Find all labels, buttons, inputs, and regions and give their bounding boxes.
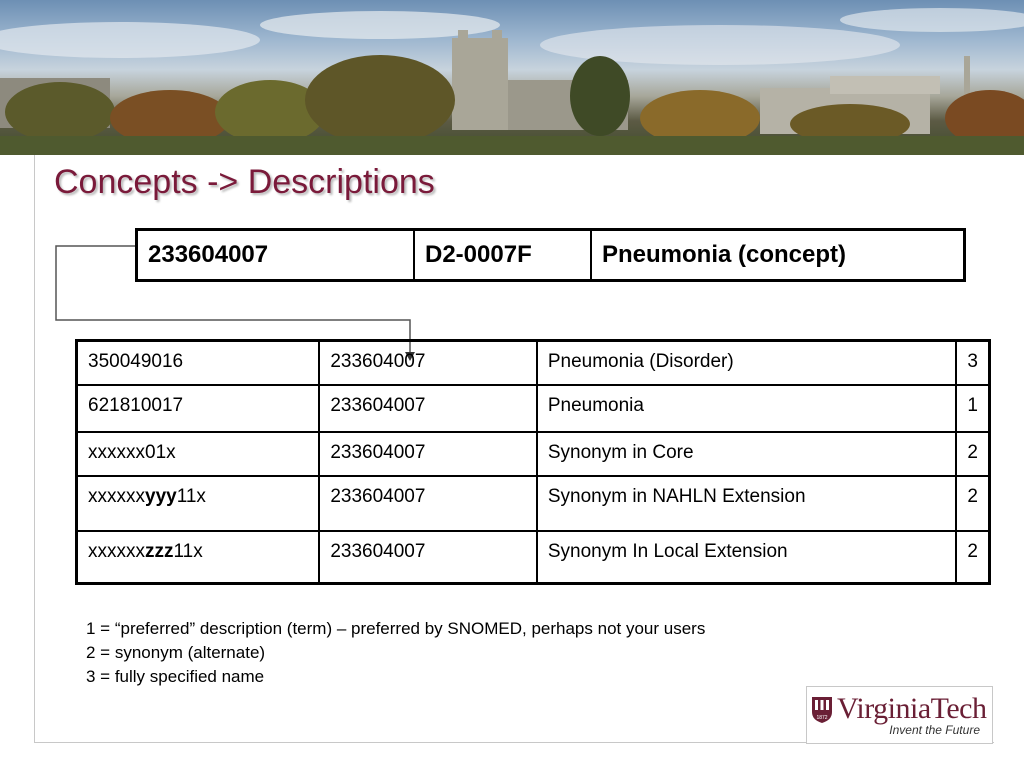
description-row: [77, 385, 990, 432]
shield-year: 1872: [816, 715, 828, 721]
description-concept-id-cell: 233604007: [319, 341, 537, 385]
description-term-cell: Synonym In Local Extension: [537, 531, 957, 584]
description-type-cell: 1: [956, 385, 989, 432]
descriptions-table: [75, 339, 991, 585]
legend-item-fsn: 3 = fully specified name: [86, 667, 265, 686]
description-id-cell: [77, 476, 320, 531]
description-term-cell: Synonym in Core: [537, 432, 957, 476]
description-row: [77, 341, 990, 385]
description-term-cell: Pneumonia: [537, 385, 957, 432]
description-id-suffix: 11x: [176, 485, 206, 507]
virginia-tech-logo: [806, 686, 993, 744]
legend: [86, 617, 705, 689]
description-row: [77, 432, 990, 476]
slide-title: Concepts -> Descriptions: [54, 163, 435, 201]
description-id-suffix: 11x: [173, 540, 203, 562]
legend-item-preferred: 1 = “preferred” description (term) – preferred by SNOMED, perhaps not your users: [86, 619, 706, 638]
description-id-cell: [77, 341, 320, 385]
description-id-prefix: 350049016: [88, 351, 184, 372]
description-id-prefix: 621810017: [88, 394, 184, 416]
description-concept-id-cell: 233604007: [319, 432, 537, 476]
description-row: [77, 531, 990, 584]
description-id-namespace: zzz: [145, 540, 174, 562]
description-term-cell: Synonym in NAHLN Extension: [537, 476, 957, 531]
description-id-cell: [77, 432, 320, 476]
description-id-prefix: xxxxxx: [88, 540, 145, 562]
description-id-prefix: xxxxxx01x: [88, 441, 176, 463]
concept-snomed-rt-cell: D2-0007F: [414, 230, 591, 281]
logo-tagline: Invent the Future: [889, 723, 980, 737]
description-id-cell: [77, 531, 320, 584]
description-id-cell: [77, 385, 320, 432]
description-concept-id-cell: 233604007: [319, 531, 537, 584]
description-concept-id-cell: 233604007: [319, 385, 537, 432]
concept-name-cell: Pneumonia (concept): [591, 230, 965, 281]
description-type-cell: 2: [956, 476, 989, 531]
description-type-cell: 3: [956, 341, 989, 385]
description-id-prefix: xxxxxx: [88, 485, 145, 507]
logo-wordmark: VirginiaTech: [837, 692, 987, 725]
shield-icon: [811, 696, 833, 724]
description-concept-id-cell: 233604007: [319, 476, 537, 531]
description-type-cell: 2: [956, 531, 989, 584]
description-row: [77, 476, 990, 531]
description-type-cell: 2: [956, 432, 989, 476]
description-term-cell: Pneumonia (Disorder): [537, 341, 957, 385]
description-id-namespace: yyy: [145, 485, 177, 507]
concept-id-cell: 233604007: [137, 230, 415, 281]
legend-item-synonym: 2 = synonym (alternate): [86, 643, 266, 662]
